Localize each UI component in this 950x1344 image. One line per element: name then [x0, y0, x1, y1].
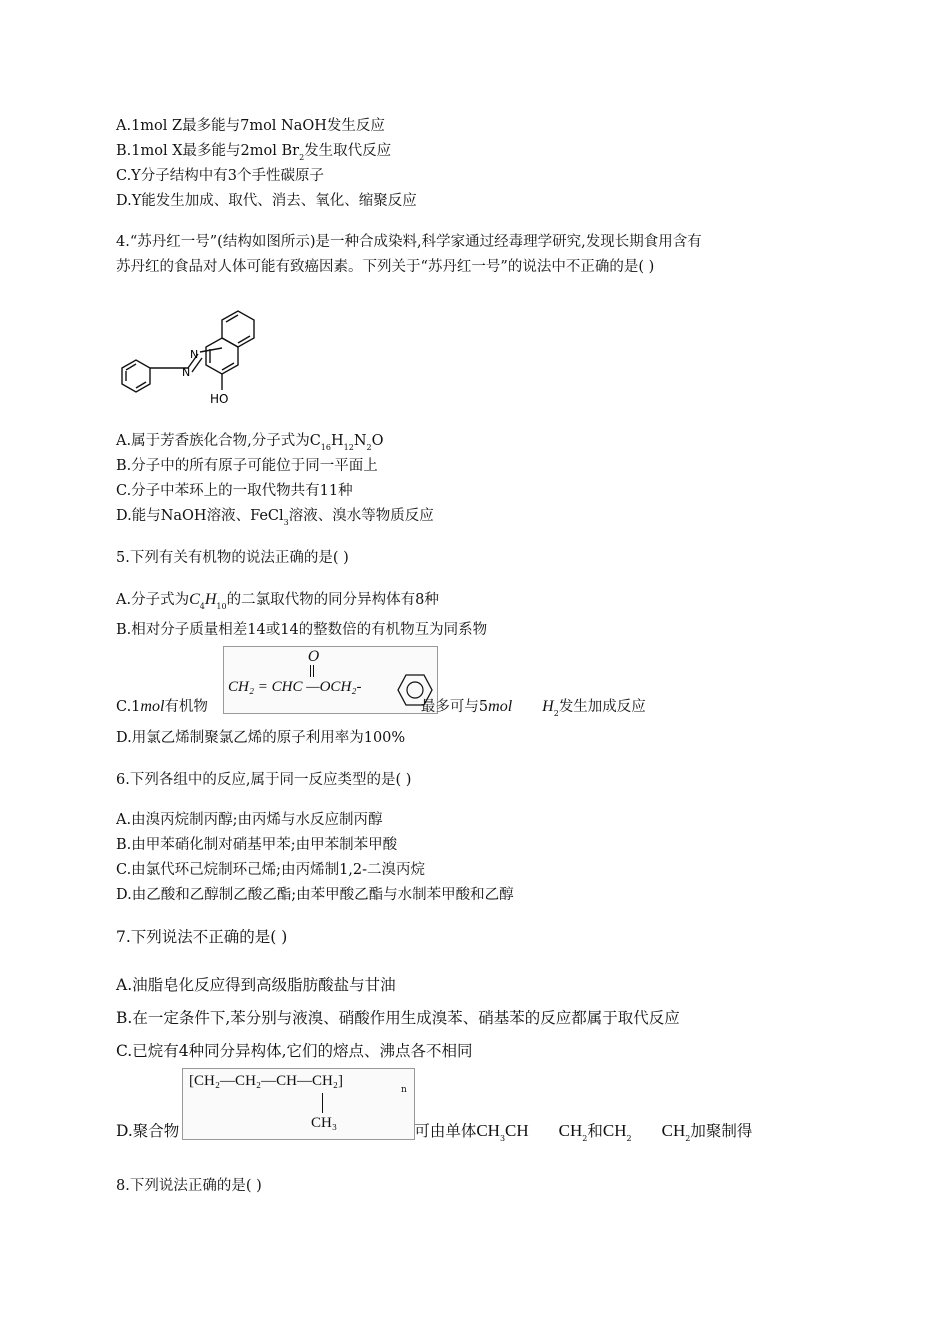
q3-option-b: B.1mol X最多能与2mol $Br_2$发生取代反应 [116, 143, 392, 162]
q4-option-d: D.能与NaOH溶液、FeCl$_3$溶液、溴水等物质反应 [116, 508, 434, 527]
q5-option-d: D.用氯乙烯制聚氯乙烯的原子利用率为100% [116, 730, 406, 746]
methyl-group: CH₃ [311, 1115, 338, 1131]
q7-stem: 7.下列说法不正确的是( ) [116, 928, 288, 946]
q5-option-c: C.1mol有机物 最多可与5mol $H_2$发生加成反应 [116, 698, 646, 718]
q7-option-a: A.油脂皂化反应得到高级脂肪酸盐与甘油 [116, 976, 396, 994]
q5-stem: 5.下列有关有机物的说法正确的是( ) [116, 550, 349, 566]
carbonyl-oxygen: O [308, 649, 320, 665]
q4-stem-line1: 4.“苏丹红一号”(结构如图所示)是一种合成染料,科学家通过经毒理学研究,发现长期食用含有 [116, 234, 702, 250]
azo-nitrogen-1: N [190, 348, 199, 361]
q6-option-d: D.由乙酸和乙醇制乙酸乙酯;由苯甲酸乙酯与水制苯甲酸和乙醇 [116, 887, 514, 903]
hydroxyl-label: HO [210, 392, 229, 406]
q6-option-a: A.由溴丙烷制丙醇;由丙烯与水反应制丙醇 [116, 812, 383, 828]
q5-option-b: B.相对分子质量相差14或14的整数倍的有机物互为同系物 [116, 622, 488, 638]
q5-option-a: A.分子式为$C_4H_{10}$的二氯取代物的同分异构体有8种 [116, 591, 439, 611]
sudan-red-structure [112, 290, 282, 410]
q8-stem: 8.下列说法正确的是( ) [116, 1178, 262, 1194]
q4-option-a: A.属于芳香族化合物,分子式为$C_{16}H_{12}N_2O$ [116, 433, 384, 452]
polymer-repeat-n: n [401, 1085, 407, 1095]
q7-option-d: D.聚合物 可由单体$CH_3CH$ $CH_2$和$CH_2$ $CH_2$加聚制得 [116, 1121, 753, 1143]
q6-option-b: B.由甲苯硝化制对硝基甲苯;由甲苯制苯甲酸 [116, 837, 398, 853]
q3-option-a: A.1mol Z最多能与7mol NaOH发生反应 [116, 118, 385, 134]
azo-nitrogen-2: N [182, 366, 191, 379]
acrylate-chain: CH₂ = CHC —OCH₂- [228, 679, 362, 695]
q6-stem: 6.下列各组中的反应,属于同一反应类型的是( ) [116, 772, 412, 788]
q4-stem-line2: 苏丹红的食品对人体可能有致癌因素。下列关于“苏丹红一号”的说法中不正确的是( ) [116, 259, 655, 275]
carbonyl-double-bond [310, 665, 314, 677]
q3-option-d: D.Y能发生加成、取代、消去、氧化、缩聚反应 [116, 193, 417, 209]
q4-option-b: B.分子中的所有原子可能位于同一平面上 [116, 458, 378, 474]
q6-option-c: C.由氯代环己烷制环己烯;由丙烯制1,2-二溴丙烷 [116, 862, 426, 878]
methyl-branch-bond [322, 1093, 323, 1113]
q3-option-c: C.Y分子结构中有3个手性碳原子 [116, 168, 324, 184]
q7-option-b: B.在一定条件下,苯分别与液溴、硝酸作用生成溴苯、硝基苯的反应都属于取代反应 [116, 1009, 680, 1027]
polymer-backbone: [CH₂—CH₂—CH—CH₂] [189, 1073, 344, 1089]
q7-option-c: C.已烷有4种同分异构体,它们的熔点、沸点各不相同 [116, 1042, 473, 1060]
q4-option-c: C.分子中苯环上的一取代物共有11种 [116, 483, 353, 499]
